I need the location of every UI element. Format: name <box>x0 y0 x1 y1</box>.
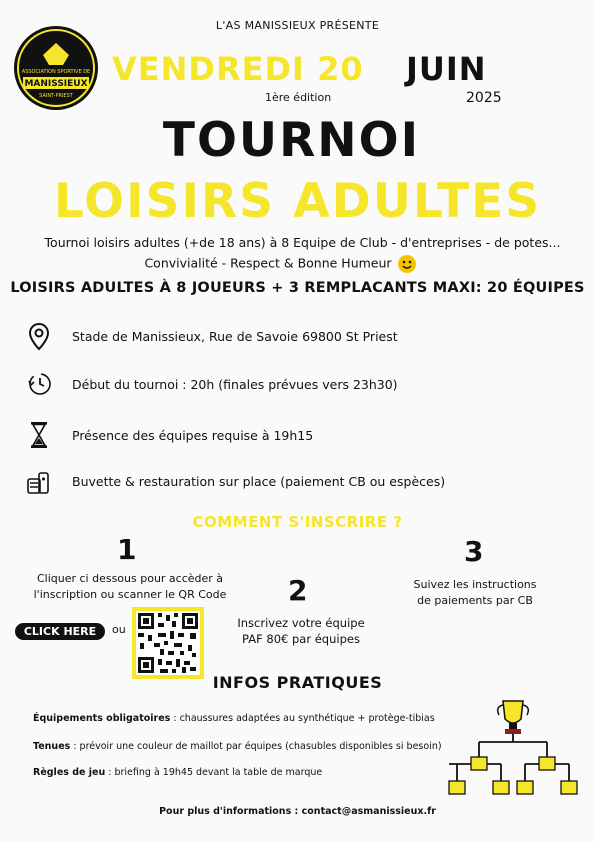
step-1-number: 1 <box>117 533 137 566</box>
step-1-text <box>25 571 235 603</box>
step-2-number: 2 <box>288 574 308 607</box>
svg-text:MANISSIEUX: MANISSIEUX <box>24 79 88 89</box>
step-2-text-line-2: PAF 80€ par équipes <box>242 632 360 646</box>
description-line-1: Tournoi loisirs adultes (+de 18 ans) à 8 Equipe de Club - d'entreprises - de potes... <box>44 235 561 250</box>
svg-text:SAINT-PRIEST: SAINT-PRIEST <box>39 93 73 99</box>
info-start-time: Début du tournoi : 20h (finales prévues vers 23h30) <box>72 377 398 392</box>
step-3-text-line-1: Suivez les instructions <box>413 578 537 591</box>
step-2-text-line-1: Inscrivez votre équipe <box>237 616 365 630</box>
description-line-2-text: Convivialité - Respect & Bonne Humeur <box>144 255 392 271</box>
club-logo <box>13 25 99 111</box>
step-3-text <box>395 577 555 609</box>
info-location: Stade de Manissieux, Rue de Savoie 69800 St Priest <box>72 329 398 344</box>
clock-icon <box>26 369 52 399</box>
event-date-month: JUIN <box>406 50 487 88</box>
step-3-text-line-2: de paiements par CB <box>417 594 533 607</box>
title-loisirs-adultes: LOISIRS ADULTES <box>53 174 542 229</box>
step-1-text-line-1: Cliquer ci dessous pour accèder à <box>36 572 224 585</box>
contact-footer: Pour plus d'informations : contact@asmanissieux.fr <box>159 806 436 817</box>
event-date-day: VENDREDI 20 <box>112 50 364 88</box>
food-icon <box>26 467 52 497</box>
register-title: COMMENT S'INSCRIRE ? <box>192 513 403 531</box>
location-pin-icon <box>26 322 52 352</box>
click-here-button[interactable]: CLICK HERE <box>15 623 105 640</box>
presents-label: L'AS MANISSIEUX PRÉSENTE <box>215 19 380 32</box>
title-tournoi: TOURNOI <box>162 113 421 168</box>
practical-rules-text: : briefing à 19h45 devant la table de marque <box>105 767 323 778</box>
practical-equipment-text: : chaussures adaptées au synthétique + protège-tibias <box>170 713 435 724</box>
hourglass-icon <box>26 420 52 450</box>
step-3-number: 3 <box>464 535 484 568</box>
info-presence: Présence des équipes requise à 19h15 <box>72 428 314 443</box>
practical-equipment <box>33 713 435 724</box>
edition-label: 1ère édition <box>265 91 332 104</box>
practical-info-title: INFOS PRATIQUES <box>212 673 383 692</box>
practical-outfits-label: Tenues <box>33 741 71 752</box>
svg-text:ASSOCIATION SPORTIVE DE: ASSOCIATION SPORTIVE DE <box>21 69 91 75</box>
qr-code[interactable] <box>132 607 204 679</box>
practical-outfits <box>33 741 442 752</box>
practical-equipment-label: Équipements obligatoires <box>33 713 171 724</box>
format-highlight: LOISIRS ADULTES À 8 JOUEURS + 3 REMPLACANTS MAXI: 20 ÉQUIPES <box>10 280 585 296</box>
practical-rules <box>33 767 322 778</box>
practical-rules-label: Règles de jeu <box>33 767 106 778</box>
year-label: 2025 <box>466 90 502 106</box>
description-line-2 <box>0 255 560 273</box>
practical-outfits-text: : prévoir une couleur de maillot par équipes (chasubles disponibles si besoin) <box>70 741 442 752</box>
or-label: ou <box>112 623 126 636</box>
step-1-text-line-2: l'inscription ou scanner le QR Code <box>33 588 227 601</box>
step-2-text <box>216 615 386 647</box>
trophy-bracket-icon <box>443 697 583 809</box>
smiley-icon <box>398 255 416 273</box>
info-buvette: Buvette & restauration sur place (paiement CB ou espèces) <box>72 474 446 489</box>
